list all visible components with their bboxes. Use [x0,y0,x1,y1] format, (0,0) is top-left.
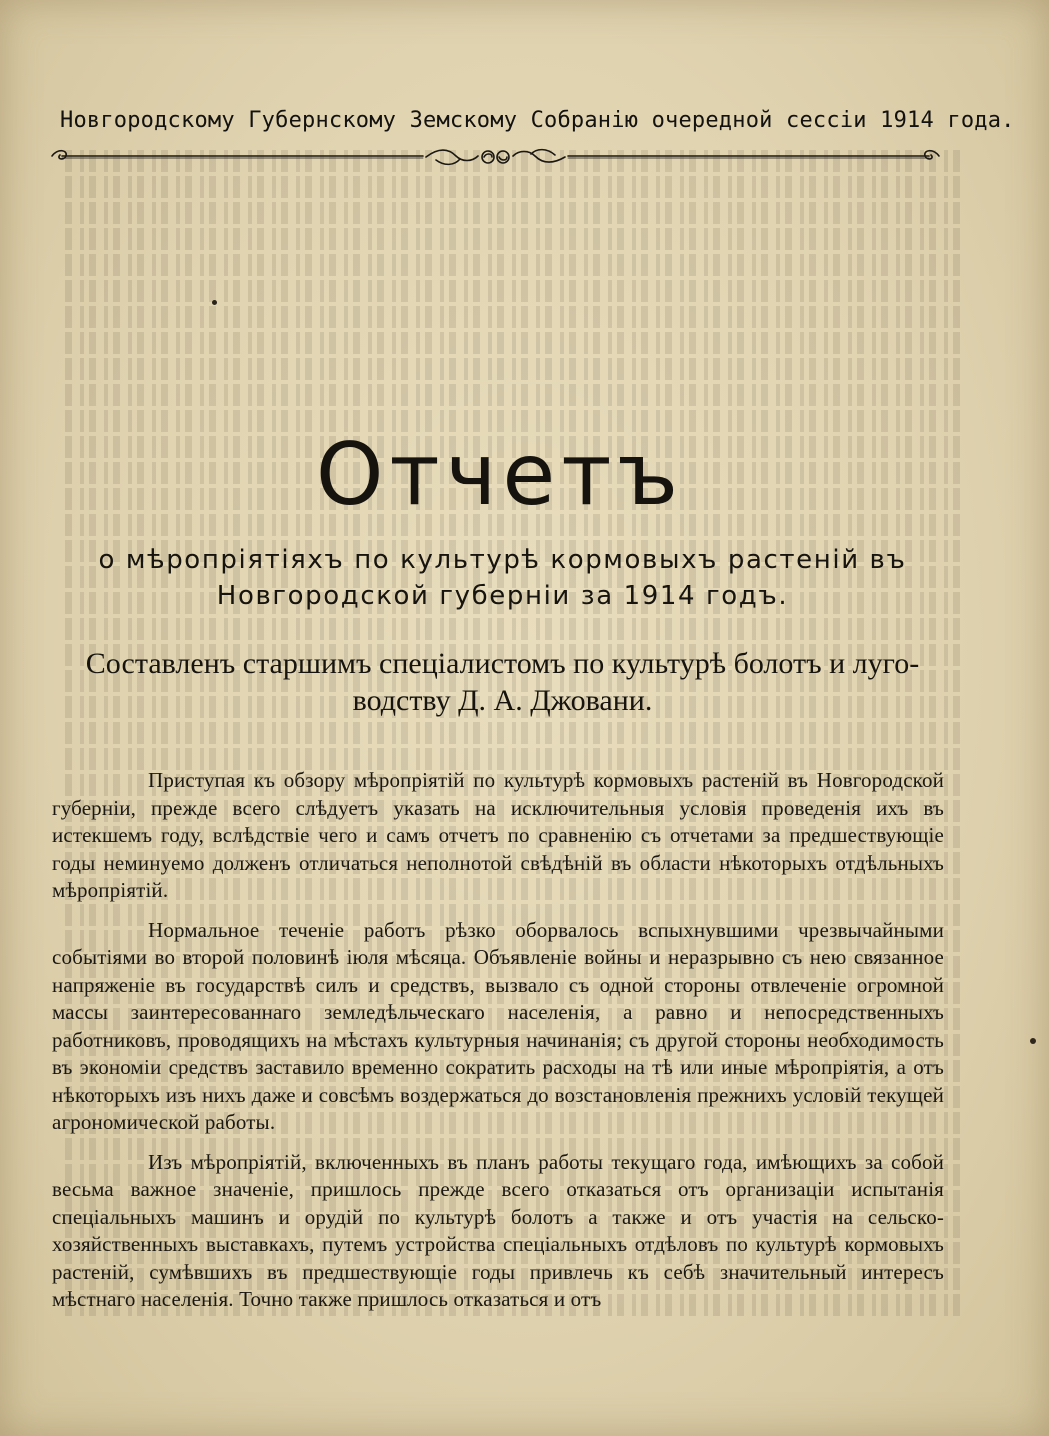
paragraph: Изъ мѣропріятій, включенныхъ въ планъ работы текущаго года, имѣющихъ за собой весьма важное значеніе, пришлось прежде всего отказаться отъ организаціи испытанія спеціальныхъ машинъ и орудій по культурѣ болотъ а также и отъ участія на сельско-хозяйственныхъ выставкахъ, путемъ устройства спеціальныхъ отдѣловъ по культурѣ кормовыхъ растеній, сумѣвшихъ въ предшествующіе годы привлечь къ себѣ значительный интересъ мѣстнаго населенія. Точно также пришлось отказаться и отъ [52,1149,944,1311]
author-line-2: водству Д. А. Джовани. [352,684,653,717]
page-title: Отчетъ [315,425,685,525]
subtitle-line-2: Новгородской губерніи за 1914 годъ. [216,581,789,611]
ink-speck [1030,1038,1036,1044]
author-credit [45,645,960,719]
header-dedication: Новгородскому Губернскому Земскому Собранію очередной сессіи 1914 года. [60,108,1015,133]
subtitle [45,542,960,614]
subtitle-line-1: о мѣропріятіяхъ по культурѣ кормовыхъ растеній въ [98,545,907,575]
paragraph: Приступая къ обзору мѣропріятій по культурѣ кормовыхъ растеній въ Новгородской губерніи, прежде всего слѣдуетъ указать на исключительныя условія проведенія ихъ въ истекшемъ году, вслѣдствіе чего и самъ отчетъ по сравненію съ отчетами за предшествующіе годы неминуемо долженъ отличаться неполнотой свѣдѣній въ области нѣкоторыхъ отдѣльныхъ мѣропріятій. [52,768,944,902]
report-body [52,767,944,1326]
paragraph: Нормальное теченіе работъ рѣзко оборвалось вспыхнувшими чрезвычайными событіями во второй половинѣ іюля мѣсяца. Объявленіе войны и неразрывно съ нею связанное напряженіе въ государствѣ силъ и средствъ, вызвало съ одной стороны отвлеченіе огромной массы заинтересованнаго земледѣльческаго населенія, а равно и непосредственныхъ работниковъ, проводящихъ на мѣстахъ культурныя начинанія; съ другой стороны необходимость въ экономіи средствъ заставило временно сократить расходы на тѣ или иные мѣропріятія, а отъ нѣкоторыхъ изъ нихъ даже и совсѣмъ воздержаться до возстановленія прежнихъ условій текущей агрономической работы. [52,917,944,1134]
ornamental-rule [48,144,943,170]
ink-speck [212,300,217,305]
author-line-1: Составленъ старшимъ спеціалистомъ по культурѣ болотъ и луго- [85,647,920,680]
